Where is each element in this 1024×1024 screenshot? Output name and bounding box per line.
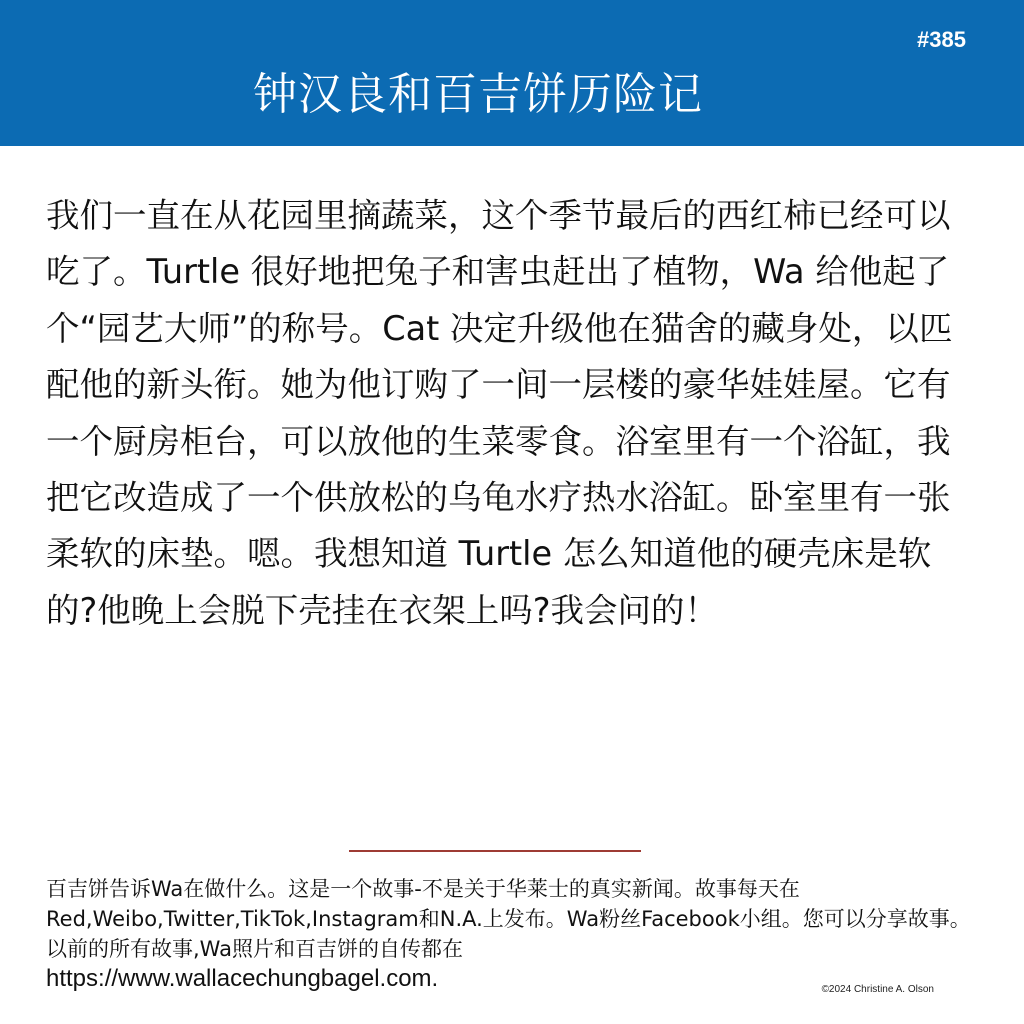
copyright: ©2024 Christine A. Olson (821, 984, 934, 995)
website-link[interactable]: https://www.wallacechungbagel.com. (46, 965, 439, 992)
story-text: 我们一直在从花园里摘蔬菜，这个季节最后的西红柿已经可以吃了。Turtle 很好地把兔子和害虫赶出了植物，Wa 给他起了个“园艺大师”的称号。Cat 决定升级他在猫舍的藏身处，以匹配他的新头衔。她为他订购了一间一层楼的豪华娃娃屋。它有一个厨房柜台，可以放他的生菜零食。浴室里有一个浴缸，我把它改造成了一个供放松的乌龟水疗热水浴缸。卧室里有一张柔软的床垫。嗯。我想知道 Turtle 怎么知道他的硬壳床是软的?他晚上会脱下壳挂在衣架上吗?我会问的！ (46, 196, 953, 630)
header-banner (0, 0, 1024, 146)
episode-number: #385 (917, 27, 966, 52)
page-title: 钟汉良和百吉饼历险记 (253, 69, 703, 120)
footer-text: 百吉饼告诉Wa在做什么。这是一个故事-不是关于华莱士的真实新闻。故事每天在Red,Weibo,Twitter,TikTok,Instagram和N.A.上发布。Wa粉丝Facebook小组。您可以分享故事。以前的所有故事,Wa照片和百吉饼的自传都在 (46, 877, 971, 961)
divider (349, 850, 641, 852)
footer-note (46, 874, 976, 994)
